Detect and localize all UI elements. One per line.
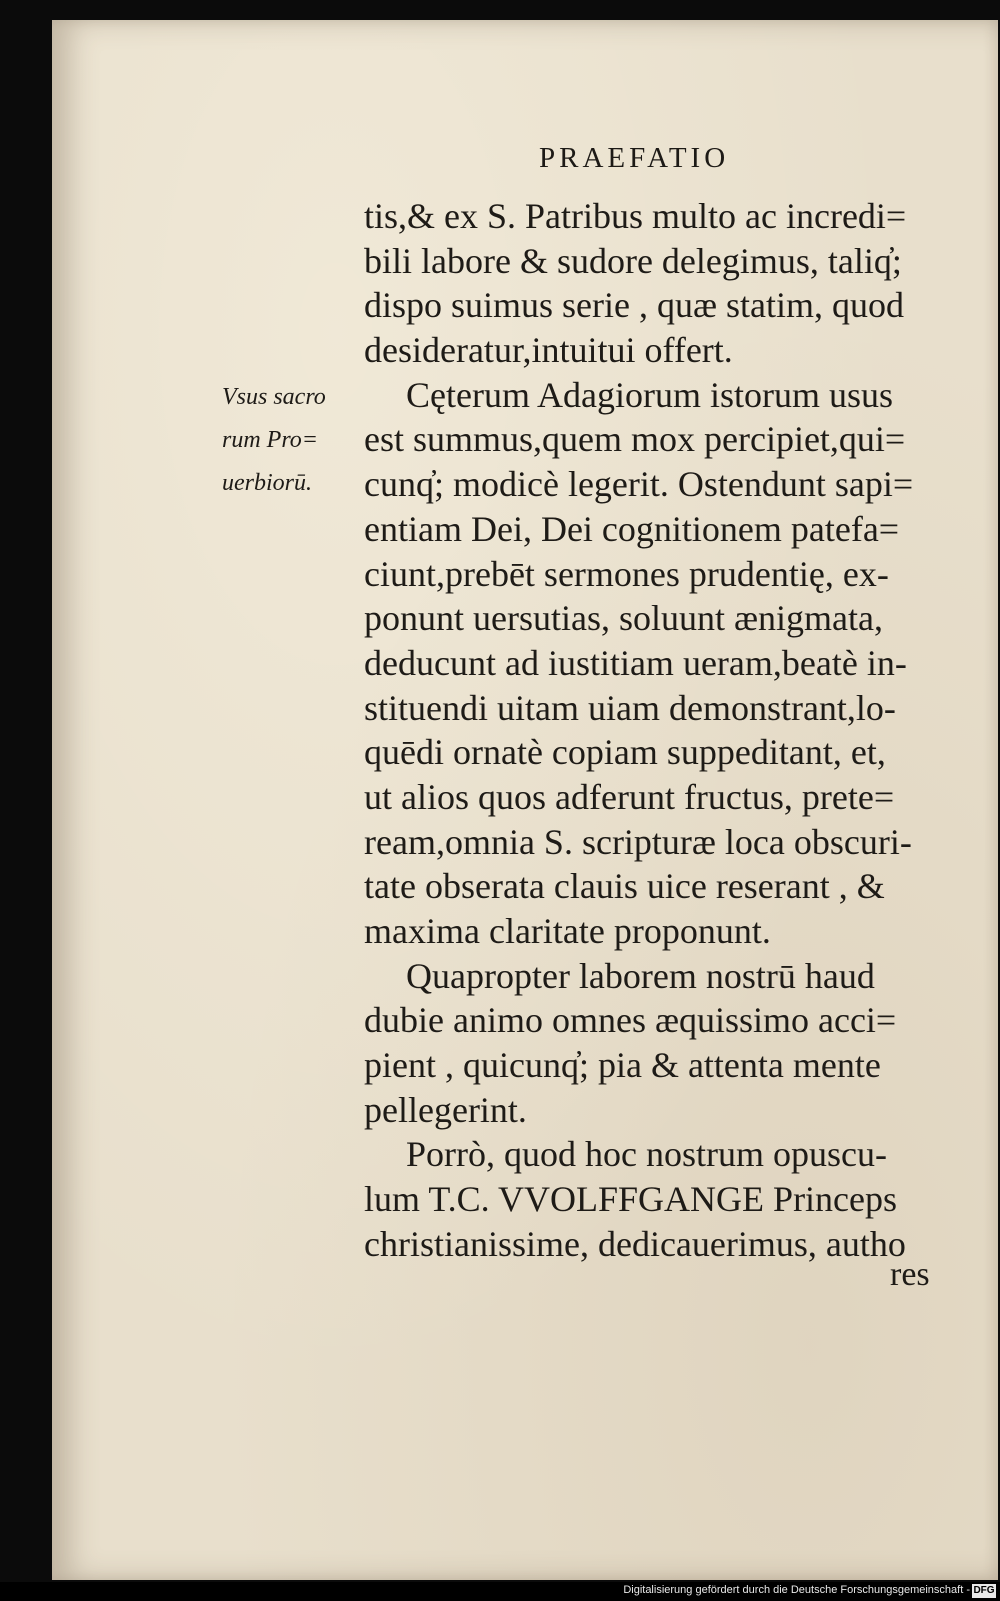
marginal-note-line: Vsus sacro [222, 384, 326, 410]
text-line: cunq̓; modicè legerit. Ostendunt sapi= [364, 464, 914, 505]
text-line: desideratur,intuitui offert. [364, 330, 733, 371]
body-text [364, 194, 994, 1267]
text-line: Quapropter laborem nostrū haud [406, 955, 875, 996]
text-line: ponunt uersutias, soluunt ænigmata, [364, 598, 883, 639]
text-line: tis,& ex S. Patribus multo ac incredi= [364, 196, 907, 236]
text-line: ream,omnia S. scripturæ loca obscuri- [364, 821, 912, 862]
text-line: deducunt ad iustitiam ueram,beatè in- [364, 642, 907, 683]
catchword: res [890, 1256, 930, 1293]
text-line: quēdi ornatè copiam suppeditant, et, [364, 732, 886, 773]
text-line: pellegerint. [364, 1089, 527, 1130]
text-line: christianissime, dedicauerimus, autho [364, 1223, 906, 1264]
text-line: est summus,quem mox percipiet,qui= [364, 419, 906, 460]
text-line: ut alios quos adferunt fructus, prete= [364, 776, 895, 817]
marginal-note [222, 376, 362, 505]
text-line: tate obserata clauis uice reserant , & [364, 866, 885, 907]
text-line: entiam Dei, Dei cognitionem patefa= [364, 508, 900, 549]
text-line: dispo suimus serie , quæ statim, quod [364, 285, 904, 326]
book-page [52, 20, 998, 1580]
text-line: lum T.C. VVOLFFGANGE Princeps [364, 1179, 898, 1220]
text-line: ciunt,prebēt sermones prudentię, ex- [364, 553, 889, 594]
marginal-note-line: rum Pro= [222, 427, 318, 453]
text-line: Porrò, quod hoc nostrum opuscu- [406, 1134, 887, 1175]
dfg-logo: DFG [973, 1585, 995, 1596]
text-line: maxima claritate proponunt. [364, 911, 771, 951]
text-line: stituendi uitam uiam demonstrant,lo- [364, 687, 896, 728]
text-line: Cęterum Adagiorum istorum usus [406, 374, 893, 415]
digitization-credit: Digitalisierung gefördert durch die Deutsche Forschungsgemeinschaft - [623, 1584, 970, 1596]
text-line: pient , quicunq̓; pia & attenta mente [364, 1045, 881, 1086]
text-line: dubie animo omnes æquissimo acci= [364, 1000, 897, 1041]
running-head: PRAEFATIO [539, 142, 730, 174]
text-line: bili labore & sudore delegimus, taliq̓; [364, 240, 902, 281]
marginal-note-line: uerbiorū. [222, 470, 312, 496]
